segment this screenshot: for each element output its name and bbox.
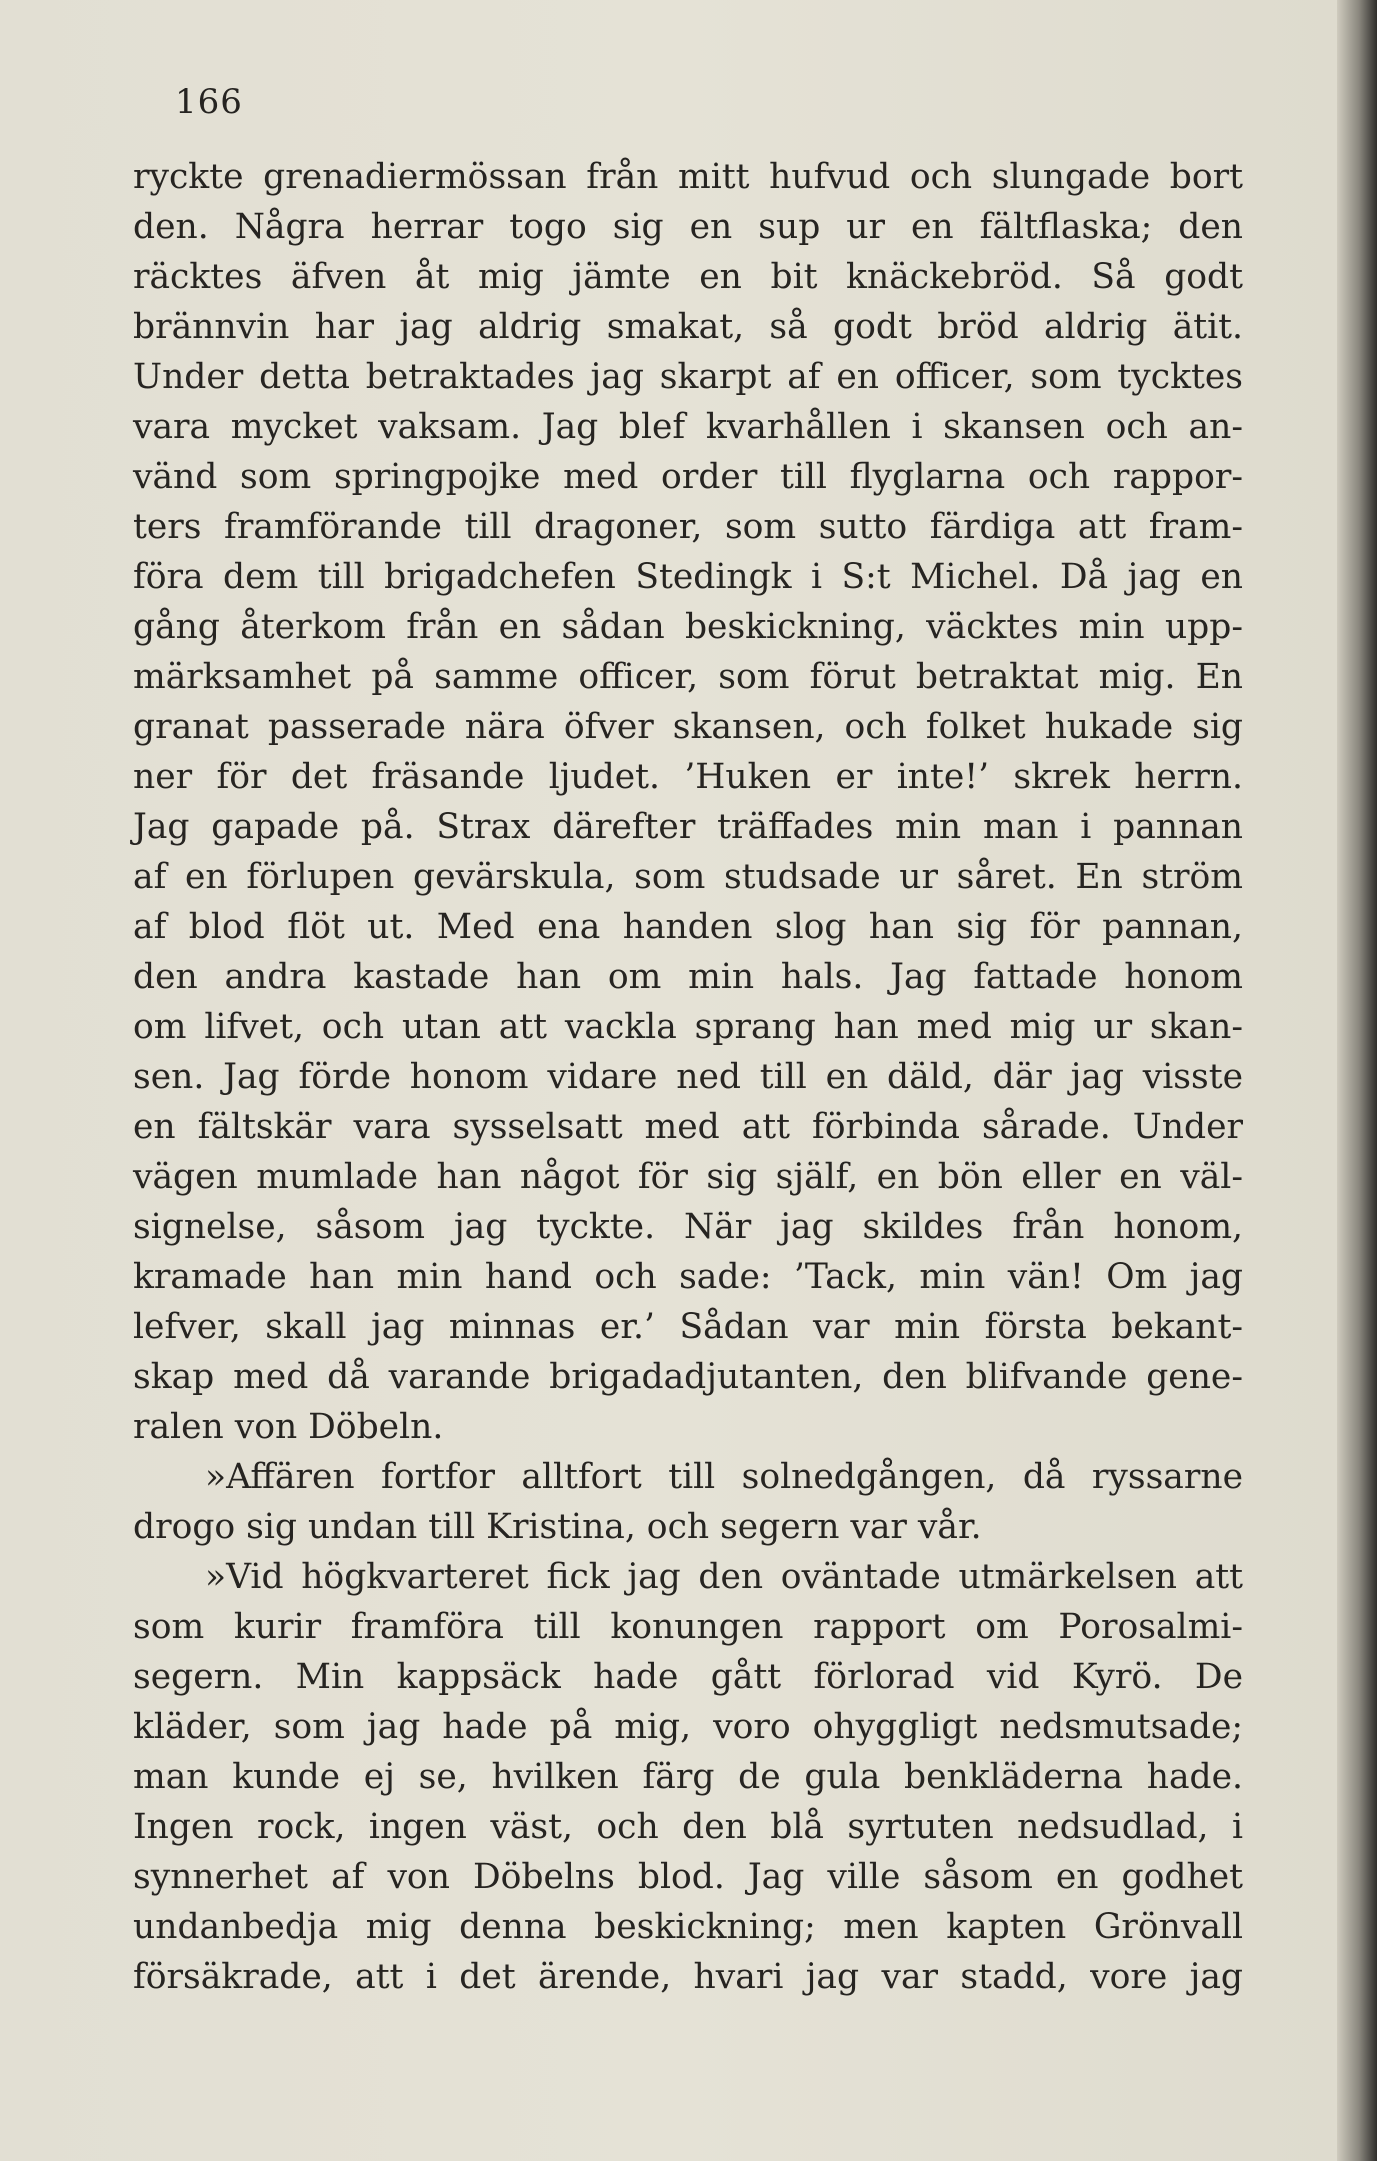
text-line: märksamhet på samme officer, som förut betraktat mig. En <box>133 657 1243 697</box>
page-number: 166 <box>175 82 243 122</box>
text-line: Ingen rock, ingen väst, och den blå syrtuten nedsudlad, i <box>133 1807 1243 1847</box>
text-line: lefver, skall jag minnas er.’ Sådan var min första bekant- <box>133 1307 1243 1347</box>
body-text <box>133 152 1243 2002</box>
text-line: signelse, såsom jag tyckte. När jag skildes från honom, <box>133 1207 1243 1247</box>
text-line: af en förlupen gevärskula, som studsade ur såret. En ström <box>133 857 1243 897</box>
text-line: af blod flöt ut. Med ena handen slog han sig för pannan, <box>133 907 1243 947</box>
text-line: ner för det fräsande ljudet. ’Huken er inte!’ skrek herrn. <box>133 757 1243 797</box>
text-line: Under detta betraktades jag skarpt af en officer, som tycktes <box>133 357 1243 397</box>
text-line: vänd som springpojke med order till flyglarna och rappor- <box>133 457 1243 497</box>
text-line: synnerhet af von Döbelns blod. Jag ville såsom en godhet <box>133 1857 1243 1897</box>
text-line: ryckte grenadiermössan från mitt hufvud och slungade bort <box>133 157 1243 197</box>
text-line: vara mycket vaksam. Jag blef kvarhållen i skansen och an- <box>133 407 1243 447</box>
text-line: kläder, som jag hade på mig, voro ohyggligt nedsmutsade; <box>133 1707 1243 1747</box>
text-line: brännvin har jag aldrig smakat, så godt bröd aldrig ätit. <box>133 307 1243 347</box>
text-line: som kurir framföra till konungen rapport om Porosalmi- <box>133 1607 1243 1647</box>
text-line: man kunde ej se, hvilken färg de gula benkläderna hade. <box>133 1757 1243 1797</box>
text-line: den. Några herrar togo sig en sup ur en fältflaska; den <box>133 207 1243 247</box>
text-line: den andra kastade han om min hals. Jag fattade honom <box>133 957 1243 997</box>
book-binding-shadow <box>1337 0 1377 2161</box>
text-line: försäkrade, att i det ärende, hvari jag var stadd, vore jag <box>133 1957 1243 1997</box>
text-line: skap med då varande brigadadjutanten, den blifvande gene- <box>133 1357 1243 1397</box>
text-line: ters framförande till dragoner, som sutto färdiga att fram- <box>133 507 1243 547</box>
text-line: räcktes äfven åt mig jämte en bit knäckebröd. Så godt <box>133 257 1243 297</box>
text-line: gång återkom från en sådan beskickning, väcktes min upp- <box>133 607 1243 647</box>
text-line: vägen mumlade han något för sig själf, en bön eller en väl- <box>133 1157 1243 1197</box>
text-line: »Vid högkvarteret fick jag den oväntade utmärkelsen att <box>205 1557 1243 1597</box>
text-line: granat passerade nära öfver skansen, och folket hukade sig <box>133 707 1243 747</box>
text-line: undanbedja mig denna beskickning; men kapten Grönvall <box>133 1907 1243 1947</box>
text-line: Jag gapade på. Strax därefter träffades min man i pannan <box>133 807 1243 847</box>
text-line: om lifvet, och utan att vackla sprang han med mig ur skan- <box>133 1007 1243 1047</box>
paragraph-end-line: drogo sig undan till Kristina, och segern var vår. <box>133 1507 982 1547</box>
text-line: segern. Min kappsäck hade gått förlorad vid Kyrö. De <box>133 1657 1243 1697</box>
text-line: »Affären fortfor alltfort till solnedgången, då ryssarne <box>205 1457 1243 1497</box>
text-line: föra dem till brigadchefen Stedingk i S:t Michel. Då jag en <box>133 557 1243 597</box>
text-line: en fältskär vara sysselsatt med att förbinda sårade. Under <box>133 1107 1243 1147</box>
text-line: kramade han min hand och sade: ’Tack, min vän! Om jag <box>133 1257 1243 1297</box>
paragraph-end-line: ralen von Döbeln. <box>133 1407 444 1447</box>
text-line: sen. Jag förde honom vidare ned till en däld, där jag visste <box>133 1057 1243 1097</box>
